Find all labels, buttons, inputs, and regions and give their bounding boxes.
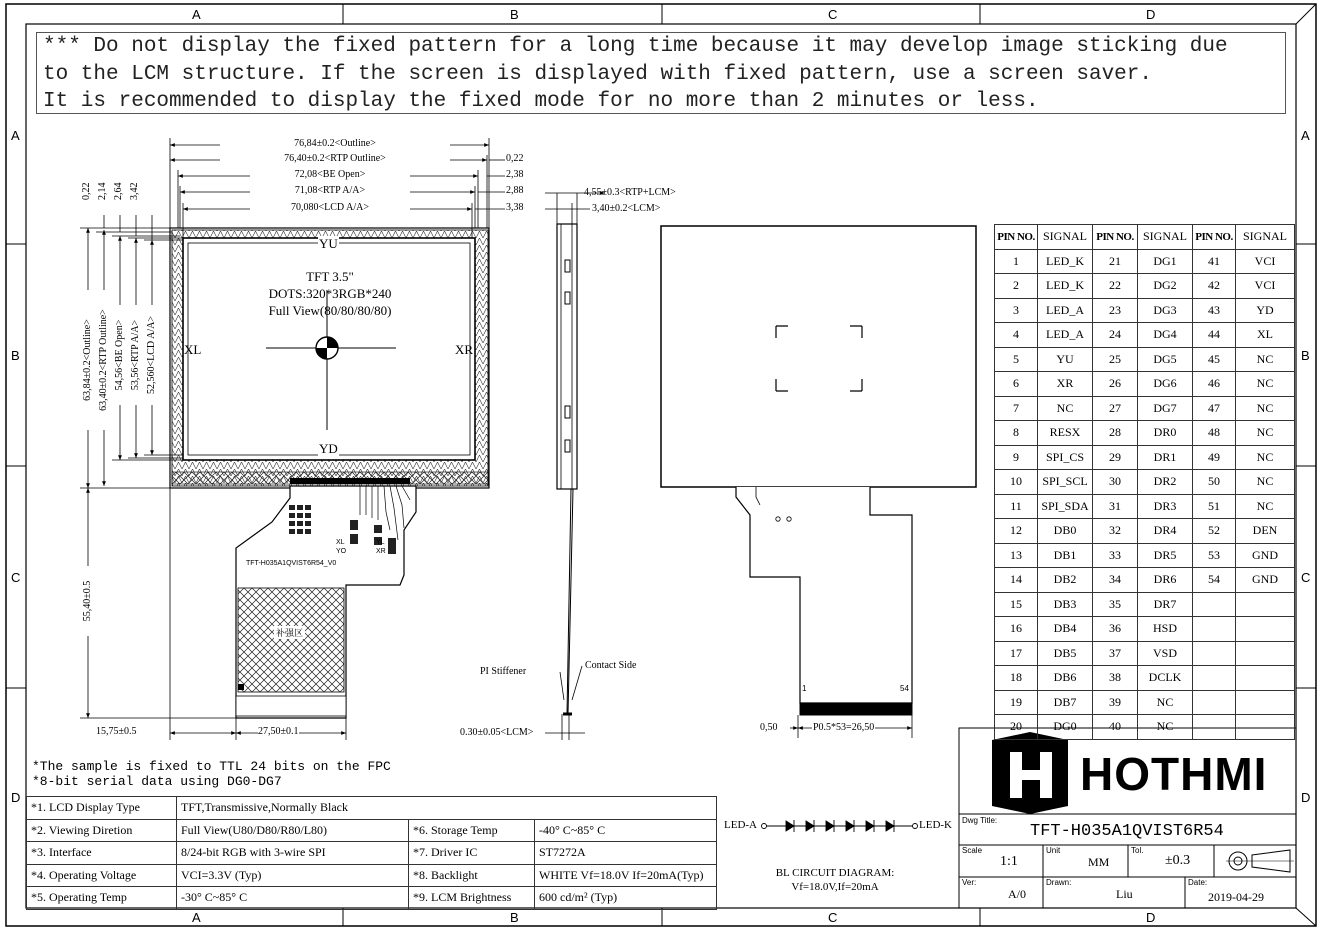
pin-signal-cell: XR [1038,372,1093,397]
spec-label: *1. LCD Display Type [27,797,177,820]
dwg-title-label: Dwg Title: [962,816,998,825]
pin-signal-cell [1236,592,1295,617]
pin-signal-cell: DG1 [1138,249,1193,274]
pin-number-cell: 1 [995,249,1038,274]
fpc-pad-xr: XR [376,548,386,555]
pin-signal-cell: DEN [1236,519,1295,544]
tol-label: Tol. [1131,846,1144,855]
pin-signal-cell: LED_A [1038,323,1093,348]
pin-number-cell [1193,592,1236,617]
dim-fpc-left: 15,75±0.5 [96,726,137,737]
spec-value: 600 cd/m² (Typ) [535,887,717,910]
grid-col-c-bottom: C [828,910,838,925]
header-pin-no-2: PIN NO. [1093,225,1138,250]
dim-side-total: 4,55±0.3<RTP+LCM> [584,187,676,198]
unit-label: Unit [1046,846,1061,855]
pin-signal-cell: NC [1236,347,1295,372]
pin-row [995,470,1295,495]
pin-number-cell: 37 [1093,641,1138,666]
label-yu: YU [319,236,338,251]
pin-signal-cell [1236,715,1295,740]
pin-signal-cell [1236,690,1295,715]
drawn-label: Drawn: [1046,878,1072,887]
pin-row [995,592,1295,617]
spec-row [27,864,717,887]
pin-number-cell: 7 [995,396,1038,421]
grid-row-d-left: D [11,790,21,805]
ver-value: A/0 [1008,887,1026,901]
date-value: 2019-04-29 [1208,890,1264,904]
pin-row [995,249,1295,274]
pin-signal-cell: DB2 [1038,568,1093,593]
pin-row [995,519,1295,544]
dim-fpc-height: 55,40±0.5 [82,566,93,636]
spec-row [27,887,717,910]
pin-signal-cell: DCLK [1138,666,1193,691]
pin-signal-cell: YD [1236,298,1295,323]
pin-row [995,274,1295,299]
spec-label: *7. Driver IC [409,842,535,865]
bl-title: BL CIRCUIT DIAGRAM: [775,867,895,879]
pin-number-cell: 46 [1193,372,1236,397]
pin-number-cell: 19 [995,690,1038,715]
label-xl: XL [184,342,202,357]
pin-signal-cell: DG4 [1138,323,1193,348]
grid-row-c-left: C [11,570,21,585]
spec-value: -40° C~85° C [535,819,717,842]
spec-value: -30° C~85° C [177,887,409,910]
pin-number-cell: 28 [1093,421,1138,446]
pin-signal-cell: LED_K [1038,274,1093,299]
grid-row-b-right: B [1301,348,1310,363]
pin-signal-cell: VCI [1236,249,1295,274]
pin-number-cell: 31 [1093,494,1138,519]
pin-number-cell: 4 [995,323,1038,348]
header-pin-no-3: PIN NO. [1193,225,1236,250]
dim-side-fpc: 0.30±0.05<LCM> [460,727,534,738]
bl-circuit [762,820,918,832]
pin-signal-cell: DB7 [1038,690,1093,715]
pin-signal-cell: SPI_CS [1038,445,1093,470]
pin-row [995,445,1295,470]
pin-number-cell: 22 [1093,274,1138,299]
label-xr: XR [455,342,474,357]
dim-side-lcm: 3,40±0.2<LCM> [592,203,661,214]
dim-left-small-3: 2,64 [113,182,124,200]
bl-circuit-caption [760,866,910,894]
pin-number-cell: 2 [995,274,1038,299]
back-pin-first: 1 [802,684,807,693]
pin-number-cell: 39 [1093,690,1138,715]
pin-number-cell: 54 [1193,568,1236,593]
spec-label: *8. Backlight [409,864,535,887]
pin-signal-cell: DR5 [1138,543,1193,568]
pin-number-cell: 13 [995,543,1038,568]
back-pin-last: 54 [900,684,909,693]
pin-row [995,715,1295,740]
pin-signal-cell: DR4 [1138,519,1193,544]
pin-signal-cell: VCI [1236,274,1295,299]
pin-signal-cell: NC [1236,494,1295,519]
pin-number-cell: 49 [1193,445,1236,470]
pin-number-cell: 11 [995,494,1038,519]
fpc-pad-yl: YL [376,539,385,546]
grid-row-c-right: C [1301,570,1311,585]
pin-number-cell: 12 [995,519,1038,544]
bl-value: Vf=18.0V,If=20mA [791,881,879,893]
pin-signal-cell: NC [1138,715,1193,740]
grid-col-b-top: B [510,7,519,22]
pin-number-cell: 16 [995,617,1038,642]
grid-col-d-top: D [1146,7,1156,22]
pin-number-cell: 48 [1193,421,1236,446]
pin-signal-cell: NC [1236,421,1295,446]
pin-signal-cell: HSD [1138,617,1193,642]
pin-number-cell: 15 [995,592,1038,617]
fpc-pad-yo: YO [336,548,347,555]
screen-line-3: Full View(80/80/80/80) [268,303,392,318]
scale-label: Scale [962,846,983,855]
scale-value: 1:1 [1000,854,1018,869]
pin-number-cell: 44 [1193,323,1236,348]
pin-signal-cell: DG3 [1138,298,1193,323]
pin-number-cell: 41 [1193,249,1236,274]
pin-signal-cell [1236,617,1295,642]
dim-rtp-aa-width: 71,08<RTP A/A> [250,185,410,196]
spec-label: *6. Storage Temp [409,819,535,842]
pin-number-cell: 6 [995,372,1038,397]
dim-rtp-aa-height: 53,56<RTP A/A> [130,305,141,405]
pin-number-cell: 36 [1093,617,1138,642]
pin-number-cell: 23 [1093,298,1138,323]
pin-row [995,372,1295,397]
screen-line-2: DOTS:320*3RGB*240 [268,286,392,301]
pin-number-cell: 24 [1093,323,1138,348]
header-signal-2: SIGNAL [1138,225,1193,250]
pin-row [995,641,1295,666]
pin-number-cell [1193,641,1236,666]
spec-row [27,819,717,842]
pin-number-cell [1193,715,1236,740]
contact-side-label: Contact Side [585,660,637,671]
pin-number-cell: 20 [995,715,1038,740]
pin-number-cell: 5 [995,347,1038,372]
dim-tr-3: 2,88 [506,185,524,196]
pin-number-cell: 17 [995,641,1038,666]
header-signal-3: SIGNAL [1236,225,1295,250]
ver-label: Ver: [962,878,977,887]
dim-lcd-aa-width: 70,080<LCD A/A> [250,202,410,213]
front-view [80,138,505,740]
grid-col-b-bottom: B [510,910,519,925]
pin-signal-cell: DR2 [1138,470,1193,495]
dim-outline-height: 63,84±0.2<Outline> [82,290,93,430]
stiffener-label: 补强区 [276,628,304,638]
pin-signal-cell: DG6 [1138,372,1193,397]
pin-signal-cell: DG5 [1138,347,1193,372]
spec-value: WHITE Vf=18.0V If=20mA(Typ) [535,864,717,887]
drawn-value: Liu [1116,887,1133,901]
pin-number-cell: 43 [1193,298,1236,323]
pin-number-cell: 3 [995,298,1038,323]
pin-number-cell: 9 [995,445,1038,470]
spec-row [27,842,717,865]
pin-signal-cell [1236,641,1295,666]
grid-row-a-left: A [11,128,20,143]
pin-number-cell: 26 [1093,372,1138,397]
pin-signal-cell: DB3 [1038,592,1093,617]
pin-signal-cell: DB4 [1038,617,1093,642]
pin-number-cell: 32 [1093,519,1138,544]
image-sticking-notice [36,32,1286,114]
led-a-label: LED-A [724,819,757,831]
pin-signal-cell: NC [1138,690,1193,715]
pin-signal-cell: GND [1236,543,1295,568]
pin-number-cell: 42 [1193,274,1236,299]
pin-signal-cell: GND [1236,568,1295,593]
dim-left-small-4: 3,42 [129,182,140,200]
pin-signal-cell: DR0 [1138,421,1193,446]
dim-be-open-height: 54,56<BE Open> [114,305,125,405]
pin-row [995,568,1295,593]
pin-signal-cell [1236,666,1295,691]
dim-be-open-width: 72,08<BE Open> [250,169,410,180]
screen-line-1: TFT 3.5" [306,269,354,284]
pin-number-cell: 47 [1193,396,1236,421]
pin-number-cell: 45 [1193,347,1236,372]
pin-number-cell [1193,690,1236,715]
pin-signal-cell: DR1 [1138,445,1193,470]
unit-value: MM [1088,855,1110,869]
header-pin-no-1: PIN NO. [995,225,1038,250]
pin-row [995,666,1295,691]
pin-signal-cell: XL [1236,323,1295,348]
pin-signal-cell: SPI_SCL [1038,470,1093,495]
screen-spec [200,268,460,319]
dim-back-pitch: P0.5*53=26,50 [813,722,875,733]
led-k-label: LED-K [919,819,952,831]
pin-number-cell: 52 [1193,519,1236,544]
notice-line-1: *** Do not display the fixed pattern for a long time because it may develop image sticking due [43,35,1228,58]
spec-label: *3. Interface [27,842,177,865]
dim-tr-1: 0,22 [506,153,524,164]
pin-signal-cell: DB5 [1038,641,1093,666]
pin-number-cell: 50 [1193,470,1236,495]
pin-number-cell: 25 [1093,347,1138,372]
pin-number-cell: 18 [995,666,1038,691]
pin-signal-cell: NC [1236,372,1295,397]
pin-signal-cell: DG7 [1138,396,1193,421]
grid-col-c-top: C [828,7,838,22]
dim-fpc-width: 27,50±0.1 [258,726,299,737]
stiffener-area [238,588,344,692]
pin-number-cell: 53 [1193,543,1236,568]
pin-row [995,617,1295,642]
pin-number-cell: 35 [1093,592,1138,617]
pin-signal-cell: NC [1236,445,1295,470]
pin-number-cell: 8 [995,421,1038,446]
note-ttl: *The sample is fixed to TTL 24 bits on the FPC [32,759,391,774]
pin-signal-cell: NC [1236,396,1295,421]
pin-signal-cell: VSD [1138,641,1193,666]
header-signal-1: SIGNAL [1038,225,1093,250]
pin-signal-cell: SPI_SDA [1038,494,1093,519]
back-view [661,226,976,738]
pin-number-cell: 33 [1093,543,1138,568]
pin-signal-cell: DB0 [1038,519,1093,544]
pin-signal-cell: DR7 [1138,592,1193,617]
spec-label: *4. Operating Voltage [27,864,177,887]
grid-col-a-bottom: A [192,910,201,925]
label-yd: YD [319,441,338,456]
spec-table [26,796,717,910]
pin-number-cell: 34 [1093,568,1138,593]
pin-row [995,690,1295,715]
dim-left-small-2: 2,14 [97,182,108,200]
spec-label: *5. Operating Temp [27,887,177,910]
pin-signal-cell: DB1 [1038,543,1093,568]
date-label: Date: [1188,878,1208,887]
spec-value: ST7272A [535,842,717,865]
pin-signal-cell: DG2 [1138,274,1193,299]
pin-number-cell: 40 [1093,715,1138,740]
pin-row [995,323,1295,348]
pin-row [995,396,1295,421]
pin-row [995,298,1295,323]
pin-signal-cell: DR6 [1138,568,1193,593]
dim-rtp-outline-width: 76,40±0.2<RTP Outline> [220,153,450,164]
dwg-title: TFT-H035A1QVIST6R54 [1030,822,1224,841]
spec-value: 8/24-bit RGB with 3-wire SPI [177,842,409,865]
pin-number-cell: 27 [1093,396,1138,421]
spec-value: VCI=3.3V (Typ) [177,864,409,887]
pin-signal-cell: YU [1038,347,1093,372]
pin-signal-cell: RESX [1038,421,1093,446]
notice-line-2: to the LCM structure. If the screen is displayed with fixed pattern, use a screen saver. [43,62,1152,86]
dim-tr-4: 3,38 [506,202,524,213]
pin-table-header [995,225,1295,250]
grid-row-b-left: B [11,348,20,363]
spec-label: *2. Viewing Diretion [27,819,177,842]
spec-row [27,797,717,820]
pin-row [995,347,1295,372]
dim-lcd-aa-height: 52,560<LCD A/A> [146,305,157,405]
pin-signal-cell: NC [1038,396,1093,421]
pin-signal-cell: NC [1236,470,1295,495]
spec-value: TFT,Transmissive,Normally Black [177,797,717,820]
pin-number-cell: 10 [995,470,1038,495]
dim-rtp-outline-height: 63,40±0.2<RTP Outline> [98,290,109,430]
pin-number-cell [1193,666,1236,691]
pin-number-cell: 38 [1093,666,1138,691]
fpc-part-number: TFT-H035A1QVIST6R54_V0 [246,560,337,567]
fpc-pad-xl: XL [336,539,345,546]
spec-value: Full View(U80/D80/R80/L80) [177,819,409,842]
dim-left-small-1: 0,22 [81,182,92,200]
pin-signal-cell: LED_K [1038,249,1093,274]
pin-number-cell: 21 [1093,249,1138,274]
pin-row [995,494,1295,519]
pin-assignment-table [994,224,1295,740]
dim-tr-2: 2,38 [506,169,524,180]
pin-signal-cell: DB6 [1038,666,1093,691]
side-view [545,193,605,740]
pin-number-cell: 14 [995,568,1038,593]
note-serial: *8-bit serial data using DG0-DG7 [32,774,282,789]
spec-label: *9. LCM Brightness [409,887,535,910]
notice-line-3: It is recommended to display the fixed mode for no more than 2 minutes or less. [43,90,1039,113]
dim-back-pitch-left: 0,50 [760,722,778,733]
grid-col-a-top: A [192,7,201,22]
pin-row [995,421,1295,446]
pin-row [995,543,1295,568]
pin-number-cell [1193,617,1236,642]
hothmi-logo-mark [992,732,1068,814]
grid-row-d-right: D [1301,790,1311,805]
tol-value: ±0.3 [1165,853,1191,868]
sample-notes [32,759,391,789]
pin-signal-cell: LED_A [1038,298,1093,323]
grid-row-a-right: A [1301,128,1310,143]
dim-outline-width: 76,84±0.2<Outline> [220,138,450,149]
pin-number-cell: 30 [1093,470,1138,495]
pin-signal-cell: DR3 [1138,494,1193,519]
pi-stiffener-label: PI Stiffener [480,666,527,677]
grid-col-d-bottom: D [1146,910,1156,925]
company-logo-text: HOTHMI [1080,748,1268,800]
pin-signal-cell: DG0 [1038,715,1093,740]
pin-number-cell: 29 [1093,445,1138,470]
pin-number-cell: 51 [1193,494,1236,519]
